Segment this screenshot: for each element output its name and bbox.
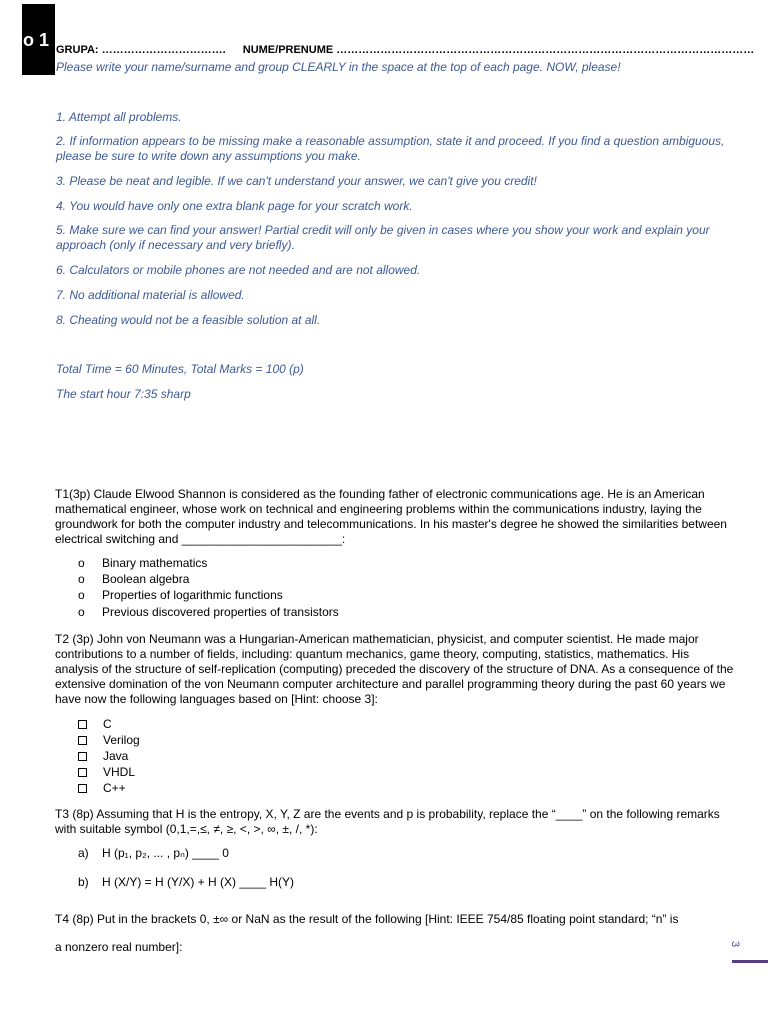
option-label: Properties of logarithmic functions: [102, 588, 283, 602]
rule-7: 7. No additional material is allowed.: [56, 288, 245, 302]
t2-option: [78, 781, 126, 796]
item-label: a): [78, 846, 89, 860]
rule-3: 3. Please be neat and legible. If we can't understand your answer, we can't give you credit!: [56, 174, 537, 188]
option-label: Verilog: [103, 733, 140, 747]
option-label: Java: [103, 749, 129, 763]
item-expression: H (X/Y) = H (Y/X) + H (X) ____ H(Y): [102, 875, 295, 889]
rule-2: 2. If information appears to be missing make a reasonable assumption, state it and proceed. If you find a question ambiguous, please be sure to write down any assumptions you make.: [56, 134, 725, 163]
t2-option: [78, 765, 135, 780]
question-t1: T1(3p) Claude Elwood Shannon is considered as the founding father of electronic communications age. He is an American mathematical engineer, whose work on technical and engineering problems within the communications industry, laying the groundwork for both the computer industry and telecommunications. In his master's degree he showed the similarities between electrical switching and ________________________:: [55, 487, 727, 546]
t1-option: [78, 556, 207, 571]
option-label: Previous discovered properties of transistors: [102, 605, 339, 619]
option-marker: o: [78, 605, 85, 619]
t2-option: [78, 749, 128, 764]
group-field: GRUPA: …………………………….: [56, 44, 226, 56]
question-t4: T4 (8p) Put in the brackets 0, ±∞ or NaN as the result of the following [Hint: IEEE 754/85 floating point standard; “n” is: [55, 912, 679, 926]
t3-item-a: [78, 846, 229, 861]
page-number-tab: [10, 4, 55, 75]
checkbox-icon[interactable]: [78, 768, 87, 777]
name-field: NUME/PRENUME ……………………………………………………………………………………………………: [242, 44, 755, 56]
write-name-instruction: Please write your name/surname and group CLEARLY in the space at the top of each page. NOW, please!: [56, 60, 621, 74]
option-label: C: [103, 717, 112, 731]
option-label: C++: [103, 781, 126, 795]
rule-1: 1. Attempt all problems.: [56, 110, 182, 124]
page-number: 3: [729, 940, 742, 948]
total-time: Total Time = 60 Minutes, Total Marks = 100 (p): [56, 362, 304, 376]
option-label: Boolean algebra: [102, 572, 190, 586]
question-t4-continued: a nonzero real number]:: [55, 940, 183, 954]
option-label: VHDL: [103, 765, 136, 779]
checkbox-icon[interactable]: [78, 752, 87, 761]
student-header: [56, 44, 754, 56]
checkbox-icon[interactable]: [78, 736, 87, 745]
item-expression: H (p₁, p₂, ... , pₙ) ____ 0: [102, 846, 229, 860]
question-t2: T2 (3p) John von Neumann was a Hungarian-American mathematician, physicist, and computer scientist. He made major contributions to a number of fields, including: quantum mechanics, game theory, computing, statistics, mathematics. His analysis of the structure of self-replication (computing) preceded the discovery of the structure of DNA. As a consequence of the extensive domination of the von Neumann computer architecture and parallel programming theory during the past 60 years we have now the following languages based on [Hint: choose 3]:: [55, 632, 734, 706]
t3-item-b: [78, 875, 294, 890]
option-marker: o: [78, 556, 85, 570]
rule-4: 4. You would have only one extra blank page for your scratch work.: [56, 199, 413, 213]
question-t3: T3 (8p) Assuming that H is the entropy, X, Y, Z are the events and p is probability, replace the “____” on the following remarks with suitable symbol (0,1,=,≤, ≠, ≥, <, >, ∞, ±, /, *):: [55, 807, 720, 836]
tab-label: No 1: [10, 30, 50, 50]
t2-option: [78, 733, 140, 748]
rule-8: 8. Cheating would not be a feasible solution at all.: [56, 313, 321, 327]
checkbox-icon[interactable]: [78, 784, 87, 793]
t1-option: [78, 605, 339, 620]
start-hour: The start hour 7:35 sharp: [56, 387, 191, 401]
item-label: b): [78, 875, 89, 889]
option-marker: o: [78, 588, 85, 602]
option-marker: o: [78, 572, 85, 586]
rule-6: 6. Calculators or mobile phones are not needed and are not allowed.: [56, 263, 421, 277]
checkbox-icon[interactable]: [78, 720, 87, 729]
page-footer-bar: [732, 960, 768, 963]
t1-option: [78, 572, 189, 587]
t1-option: [78, 588, 283, 603]
rule-5: 5. Make sure we can find your answer! Partial credit will only be given in cases where you show your work and explain your approach (only if necessary and very briefly).: [56, 223, 710, 252]
t2-option: [78, 717, 112, 732]
option-label: Binary mathematics: [102, 556, 208, 570]
